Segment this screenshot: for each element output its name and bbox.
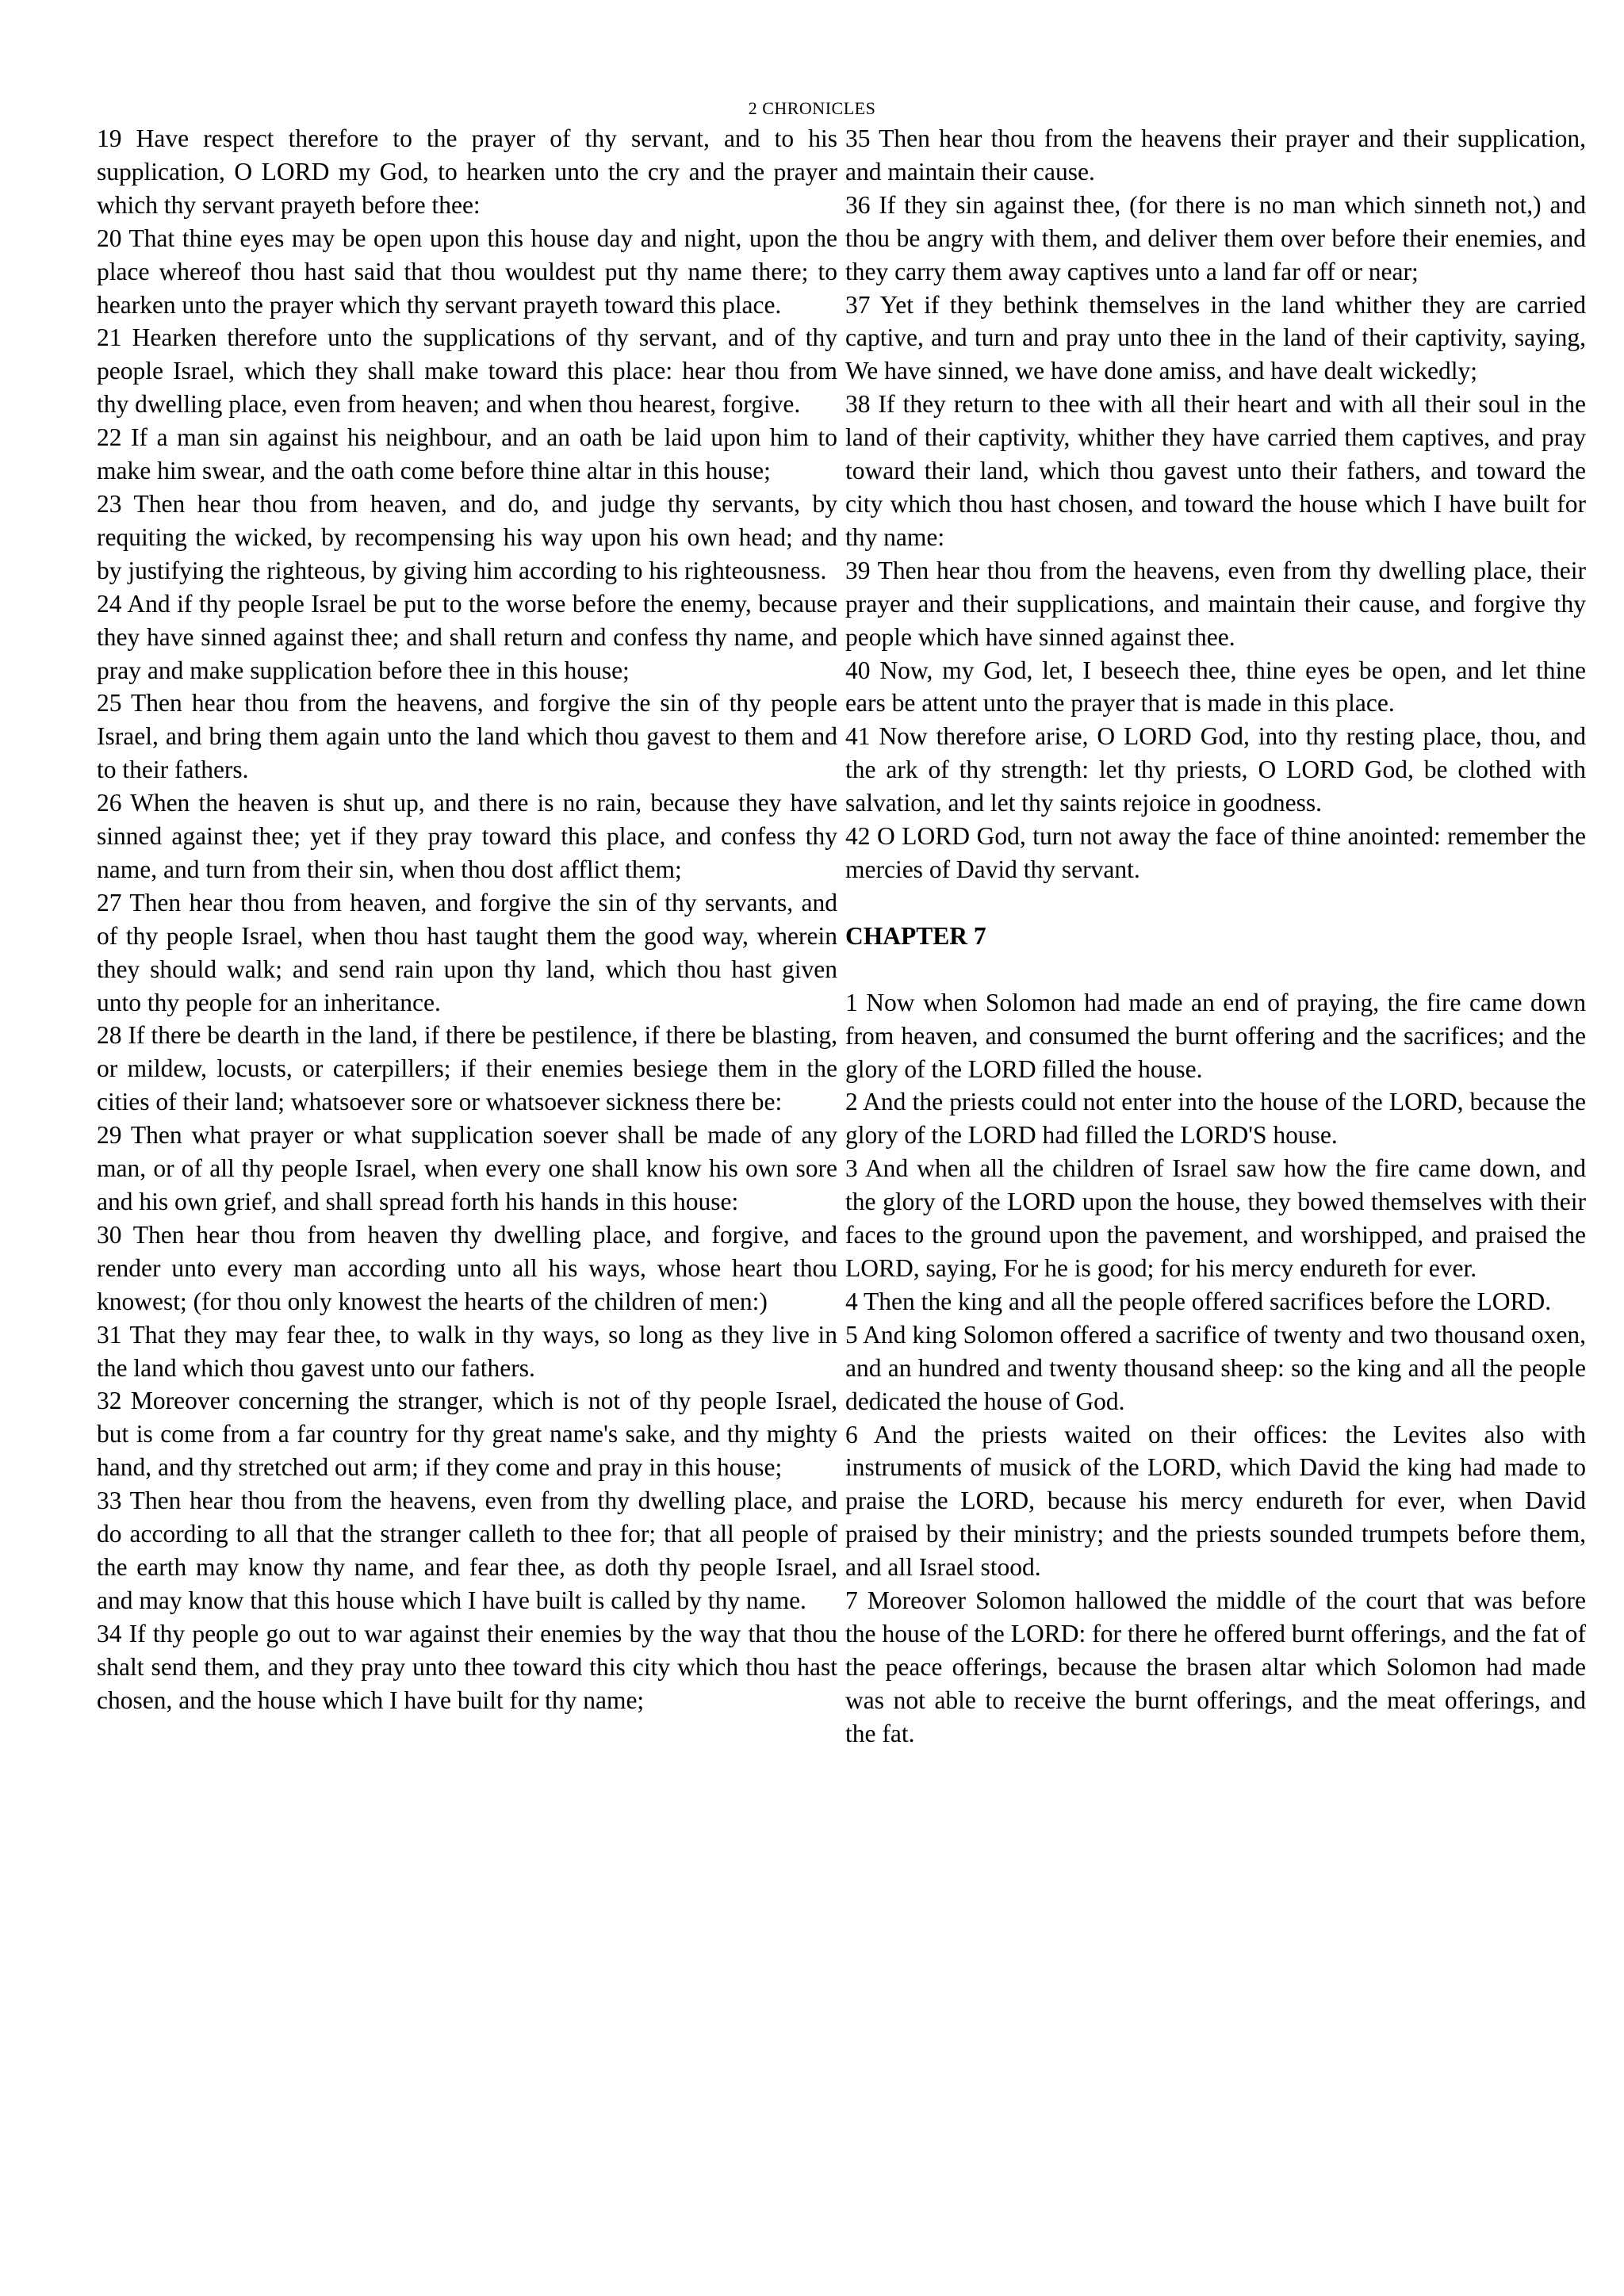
verse: 39 Then hear thou from the heavens, even from thy dwelling place, their prayer and their supplications, and maintain their cause, and forgive thy people which have sinned against thee. — [845, 556, 1586, 651]
chapter-heading: CHAPTER 7 — [845, 921, 986, 950]
verse: 38 If they return to thee with all their heart and with all their soul in the land of their captivity, whither they have carried them captives, and pray toward their land, which thou gavest unto their fathers, and toward the city which thou hast chosen, and toward the house which I have built for thy name: — [845, 390, 1586, 551]
verse: 29 Then what prayer or what supplication soever shall be made of any man, or of all thy people Israel, when every one shall know his own sore and his own grief, and shall spread forth his hands in this house: — [97, 1121, 837, 1215]
verse: 19 Have respect therefore to the prayer of thy servant, and to his supplication, O LORD my God, to hearken unto the cry and the prayer which thy servant prayeth before thee: — [97, 124, 837, 219]
verse: 33 Then hear thou from the heavens, even from thy dwelling place, and do according to all that the stranger calleth to thee for; that all people of the earth may know thy name, and fear thee, as doth thy people Israel, and may know that this house which I have built is called by thy name. — [97, 1487, 837, 1614]
verse: 34 If thy people go out to war against their enemies by the way that thou shalt send them, and they pray unto thee toward this city which thou hast chosen, and the house which I have built for thy name; — [97, 1619, 837, 1714]
verse: 40 Now, my God, let, I beseech thee, thine eyes be open, and let thine ears be attent unto the prayer that is made in this place. — [845, 656, 1586, 718]
verse: 37 Yet if they bethink themselves in the land whither they are carried captive, and turn and pray unto thee in the land of their captivity, saying, We have sinned, we have done amiss, and have dealt wickedly; — [845, 290, 1586, 385]
verse: 21 Hearken therefore unto the supplications of thy servant, and of thy people Israel, which they shall make toward this place: hear thou from thy dwelling place, even from heaven; and when thou hearest, forgive. — [97, 323, 837, 419]
verse: 26 When the heaven is shut up, and there is no rain, because they have sinned against thee; yet if they pray toward this place, and confess thy name, and turn from their sin, when thou dost afflict them; — [97, 789, 837, 883]
verse: 25 Then hear thou from the heavens, and forgive the sin of thy people Israel, and bring them again unto the land which thou gavest to them and to their fathers. — [97, 689, 837, 784]
verse: 23 Then hear thou from heaven, and do, and judge thy servants, by requiting the wicked, by recompensing his way upon his own head; and by justifying the righteous, by giving him according to his righteousness. — [97, 489, 837, 584]
verse: 31 That they may fear thee, to walk in thy ways, so long as they live in the land which thou gavest unto our fathers. — [97, 1320, 837, 1382]
running-header: 2 CHRONICLES — [748, 98, 876, 118]
verse: 27 Then hear thou from heaven, and forgive the sin of thy servants, and of thy people Israel, when thou hast taught them the good way, wherein they should walk; and send rain upon thy land, which thou hast given unto thy people for an inheritance. — [97, 888, 837, 1016]
verse: 28 If there be dearth in the land, if there be pestilence, if there be blasting, or mildew, locusts, or caterpillers; if their enemies besiege them in the cities of their land; whatsoever sore or whatsoever sickness there be: — [97, 1021, 837, 1116]
verse: 5 And king Solomon offered a sacrifice of twenty and two thousand oxen, and an hundred and twenty thousand sheep: so the king and all the people dedicated the house of God. — [845, 1320, 1586, 1415]
left-column — [97, 122, 837, 1717]
verse: 6 And the priests waited on their offices: the Levites also with instruments of musick of the LORD, which David the king had made to praise the LORD, because his mercy endureth for ever, when David praised by their ministry; and the priests sounded trumpets before them, and all Israel stood. — [845, 1420, 1586, 1582]
verse: 30 Then hear thou from heaven thy dwelling place, and forgive, and render unto every man according unto all his ways, whose heart thou knowest; (for thou only knowest the hearts of the children of men:) — [97, 1220, 837, 1315]
verse: 35 Then hear thou from the heavens their prayer and their supplication, and maintain their cause. — [845, 124, 1586, 186]
verse: 7 Moreover Solomon hallowed the middle of the court that was before the house of the LORD: for there he offered burnt offerings, and the fat of the peace offerings, because the brasen altar which Solomon had made was not able to receive the burnt offerings, and the meat offerings, and the fat. — [845, 1586, 1586, 1747]
verse: 41 Now therefore arise, O LORD God, into thy resting place, thou, and the ark of thy strength: let thy priests, O LORD God, be clothed with salvation, and let thy saints rejoice in goodness. — [845, 722, 1586, 817]
right-column — [845, 122, 1586, 1751]
verse: 42 O LORD God, turn not away the face of thine anointed: remember the mercies of David thy servant. — [845, 822, 1586, 883]
verse: 22 If a man sin against his neighbour, and an oath be laid upon him to make him swear, and the oath come before thine altar in this house; — [97, 423, 837, 485]
verse: 24 And if thy people Israel be put to the worse before the enemy, because they have sinned against thee; and shall return and confess thy name, and pray and make supplication before thee in this house; — [97, 589, 837, 684]
verse: 20 That thine eyes may be open upon this house day and night, upon the place whereof thou hast said that thou wouldest put thy name there; to hearken unto the prayer which thy servant prayeth toward this place. — [97, 224, 837, 319]
verse: 32 Moreover concerning the stranger, which is not of thy people Israel, but is come from a far country for thy great name's sake, and thy mighty hand, and thy stretched out arm; if they come and pray in this house; — [97, 1387, 837, 1482]
verse: 1 Now when Solomon had made an end of praying, the fire came down from heaven, and consumed the burnt offering and the sacrifices; and the glory of the LORD filled the house. — [845, 988, 1586, 1083]
verse: 2 And the priests could not enter into the house of the LORD, because the glory of the LORD had filled the LORD'S house. — [845, 1088, 1586, 1150]
verse: 4 Then the king and all the people offered sacrifices before the LORD. — [845, 1287, 1552, 1315]
verse: 36 If they sin against thee, (for there is no man which sinneth not,) and thou be angry with them, and deliver them over before their enemies, and they carry them away captives unto a land far off or near; — [845, 190, 1586, 285]
verse: 3 And when all the children of Israel saw how the fire came down, and the glory of the LORD upon the house, they bowed themselves with their faces to the ground upon the pavement, and worshipped, and praised the LORD, saying, For he is good; for his mercy endureth for ever. — [845, 1154, 1586, 1282]
